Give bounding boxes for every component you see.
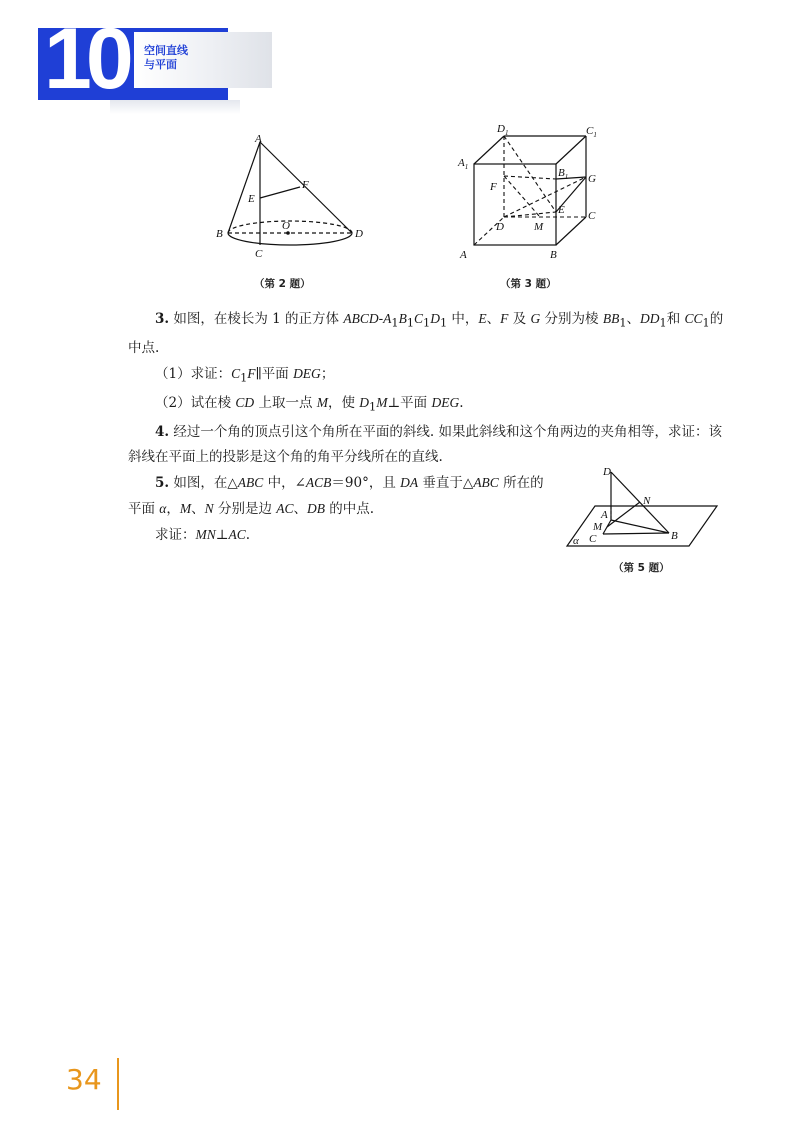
label-d1: $D_1$ [497,123,509,137]
label-f: F [302,179,309,191]
label-c: C [255,248,263,260]
label-m: M [593,521,603,533]
label-o: O [282,220,290,232]
problem-4-statement: 4. 经过一个角的顶点引这个角所在平面的斜线. 如果此斜线和这个角两边的夹角相等，求证：该斜线在平面上的投影是这个角的角平分线所在的直线. [128,424,722,466]
label-g: G [588,173,596,185]
label-m: M [534,221,544,233]
label-b: B [550,249,557,261]
problem-5-statement: 5. 如图，在△ABC 中，∠ACB＝90°，且 DA 垂直于△ABC 所在的平面 α，M、N 分别是边 AC、DB 的中点. [128,475,544,518]
label-alpha: α [573,535,579,547]
figure-cone [210,130,370,260]
label-a: A [460,249,467,261]
chapter-number: 10 [44,11,128,107]
chapter-title-line1: 空间直线 [144,44,188,57]
figure-3-caption: （第 3 题） [500,278,557,290]
label-c1: $C_1$ [586,125,597,139]
label-a: A [255,133,262,145]
label-c: C [589,533,597,545]
label-a1: $A_1$ [458,157,469,171]
page-number-divider [117,1058,119,1110]
chapter-title [144,44,188,72]
label-d: D [603,466,611,478]
label-d: D [355,228,363,240]
label-a: A [601,509,608,521]
label-b: B [216,228,223,240]
page-number: 34 [66,1063,102,1096]
problem-3-part-1: （1）求证：$C_1F\parallel$平面 DEG； [155,365,335,385]
label-b: B [671,530,678,542]
label-c: C [588,210,596,222]
label-d: D [496,221,504,233]
figure-plane-triangle [565,462,725,552]
problem-5-proof-goal: 求证：MN⊥AC. [155,527,251,544]
figure-2-caption: （第 2 题） [254,278,311,290]
figure-cube [450,120,610,270]
chapter-header-shadow [110,100,240,114]
problem-3-statement: 3. 如图，在棱长为 1 的正方体 ABCD-$A_1B_1C_1D_1$ 中，E、F 及 G 分别为棱 $BB_1$、$DD_1$和 $CC_1$的中点. [128,311,724,356]
figure-5-caption: （第 5 题） [613,562,670,574]
label-e: E [558,204,565,216]
problem-3-part-2: （2）试在棱 CD 上取一点 M，使 $D_1M\perp$平面 DEG. [155,395,464,415]
chapter-title-line2: 与平面 [144,58,177,71]
label-f: F [490,181,497,193]
label-n: N [643,495,651,507]
label-b1: $B_1$ [558,167,569,181]
label-e: E [248,193,255,205]
